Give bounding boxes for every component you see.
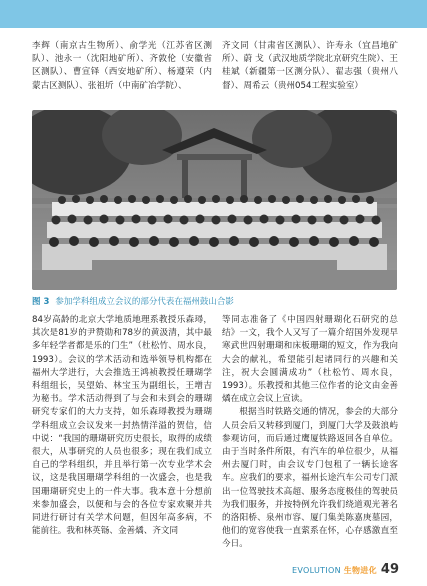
top-decorative-band	[0, 0, 427, 28]
body-paragraph: 84岁高龄的北京大学地质地理系教授乐森璕，其次是81岁的尹赞勋和78岁的黄汲清，其中最多年轻学者都是乐的门生”（杜松竹、周水良，1993）。会议的学术活动和选举领导机构都在福州大学进行，大会推选王鸿祯教授任珊瑚学科组组长，吴望始、林宝玉为副组长，王增吉为秘书。学术活动得到了与会和未到会的珊瑚研究专家们的大力支持，如乐森璕教授为珊瑚学科组成立会议发来一封热情洋溢的贺信，信中说：“我国的珊瑚研究历史很长，取得的成绩很大，从事研究的人员也很多；现在我们成立自己的学科组织，并且举行第一次专业学术会议，这是我国珊瑚学科组的一次盛会，也是我国珊瑚研究史上的一件大事。我本意十分想前来参加盛会，以便和与会的各位专家欢聚并共同进行研讨有关学术问题，但因年高多病，不能前往。我和林英铴、金善燏、齐文同	[32, 315, 212, 537]
figure-caption	[32, 296, 397, 308]
member-list-right: 齐文同（甘肃省区测队）、许寿永（宜昌地矿所）、蔚 戈（武汉地质学院北京研究生院）、王桂斌（新疆第一区测分队）、翟志强（贵州八督）、周希云（贵州054工程实验室）	[222, 41, 398, 91]
body-paragraph: 等同志准备了《中国四射珊瑚化石研究的总结》一文，我个人又写了一篇介绍国外发现早寒武世四射珊瑚和床板珊瑚的短文，作为我向大会的献礼，希望能引起诸同行的兴趣和关注，祝大会圆满成功”（杜松竹、周水良，1993）。乐教授和其他三位作者的论文由金善燏在成立会议上宣读。	[222, 315, 398, 405]
group-photo	[32, 110, 397, 290]
brand-chinese: 生物进化	[343, 566, 377, 575]
body-column-left	[32, 314, 212, 538]
body-column-right	[222, 314, 398, 552]
figure-label: 图 3	[32, 297, 50, 307]
page-footer	[292, 562, 399, 578]
magazine-brand	[292, 565, 377, 576]
brand-english: EVOLUTION	[292, 566, 341, 575]
body-paragraph: 根据当时铁路交通的情况，参会的大部分人员会后又转移到厦门，到厦门大学及鼓浪屿参观访问，而后通过鹰厦铁路返回各自单位。由于当时条件所限，有汽车的单位很少，从福州去厦门时，由会议专门包租了一辆长途客车。应我们的要求，福州长途汽车公司专门派出一位驾驶技术高超、服务态度极佳的驾驶员为我们服务，并按特例允许我们绕道观光著名的洛阳桥、泉州市容、厦门集美陈嘉庚墓园，他们的宽容使我一直萦系在怀，心存感激直至今日。	[222, 407, 398, 550]
figure-caption-text: 参加学科组成立会议的部分代表在福州鼓山合影	[55, 297, 234, 307]
page-number: 49	[380, 562, 399, 577]
member-list-left: 李辉（南京古生物所）、俞学光（江苏省区测队）、池永一（沈阳地矿所）、齐敦伦（安徽省区测队）、曹宣铎（西安地矿所）、杨遵荣（内蒙古区测队）、张祖圻（中南矿冶学院）、	[32, 41, 212, 91]
